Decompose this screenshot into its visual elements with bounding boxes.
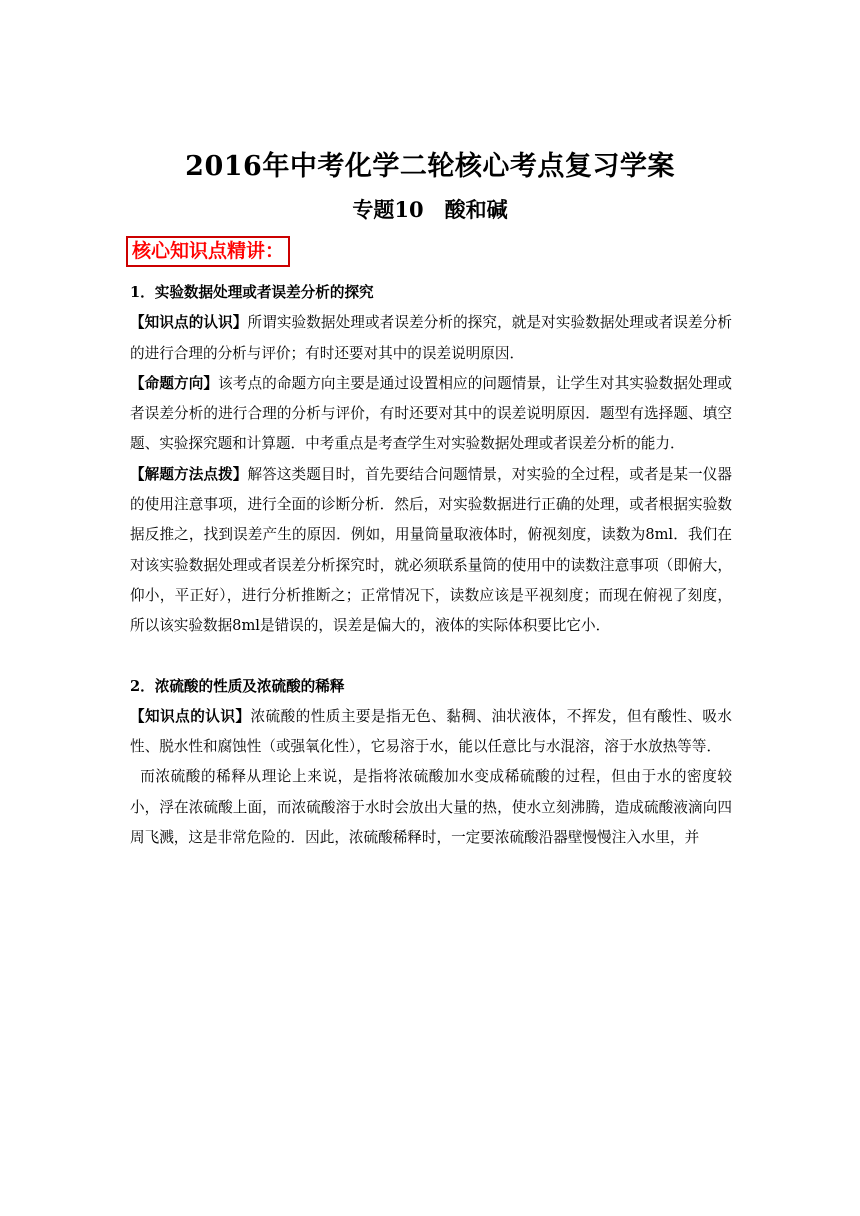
section-2-paragraph-1 — [130, 702, 732, 763]
document-title: 2016年中考化学二轮核心考点复习学案 — [185, 151, 675, 182]
section-2-paragraph-2: 而浓硫酸的稀释从理论上来说，是指将浓硫酸加水变成稀硫酸的过程，但由于水的密度较小，浮在浓硫酸上面，而浓硫酸溶于水时会放出大量的热，使水立刻沸腾，造成硫酸液滴向四周飞溅，这是非常危险的．因此，浓硫酸稀释时，一定要浓硫酸沿器壁慢慢注入水里，并 — [130, 768, 732, 847]
paragraph-label: 【命题方向】 — [130, 374, 219, 392]
section-1-paragraph-1 — [130, 308, 732, 369]
section-1-paragraph-2 — [130, 369, 732, 460]
paragraph-label: 【知识点的认识】 — [130, 707, 251, 725]
paragraph-text: 该考点的命题方向主要是通过设置相应的问题情景，让学生对其实验数据处理或者误差分析的进行合理的分析与评价，有时还要对其中的误差说明原因．题型有选择题、填空题、实验探究题和计算题．中考重点是考查学生对实验数据处理或者误差分析的能力． — [130, 374, 732, 453]
paragraph-text: 浓硫酸的性质主要是指无色、黏稠、油状液体，不挥发，但有酸性、吸水性、脱水性和腐蚀性（或强氧化性），它易溶于水，能以任意比与水混溶，溶于水放热等等． — [130, 707, 732, 756]
core-knowledge-heading: 核心知识点精讲： — [126, 236, 290, 267]
document-body — [130, 278, 732, 853]
paragraph-text: 所谓实验数据处理或者误差分析的探究，就是对实验数据处理或者误差分析的进行合理的分析与评价；有时还要对其中的误差说明原因． — [130, 314, 732, 362]
paragraph-label: 【解题方法点拨】 — [130, 465, 248, 483]
section-1-heading: 1．实验数据处理或者误差分析的探究 — [130, 284, 374, 301]
paragraph-text: 解答这类题目时，首先要结合问题情景，对实验的全过程，或者是某一仪器的使用注意事项，进行全面的诊断分析．然后，对实验数据进行正确的处理，或者根据实验数据反推之，找到误差产生的原因．例如，用量筒量取液体时，俯视刻度，读数为8ml．我们在对该实验数据处理或者误差分析探究时，就必须联系量筒的使用中的读数注意事项（即俯大，仰小，平正好），进行分析推断之；正常情况下，读数应该是平视刻度；而现在俯视了刻度，所以该实验数据8ml是错误的，误差是偏大的，液体的实际体积要比它小． — [130, 465, 732, 635]
document-subtitle: 专题10 酸和碱 — [352, 197, 508, 222]
paragraph-label: 【知识点的认识】 — [130, 314, 248, 332]
section-spacer — [130, 642, 732, 672]
section-1-paragraph-3 — [130, 460, 732, 642]
section-2-heading: 2．浓硫酸的性质及浓硫酸的稀释 — [130, 677, 345, 695]
